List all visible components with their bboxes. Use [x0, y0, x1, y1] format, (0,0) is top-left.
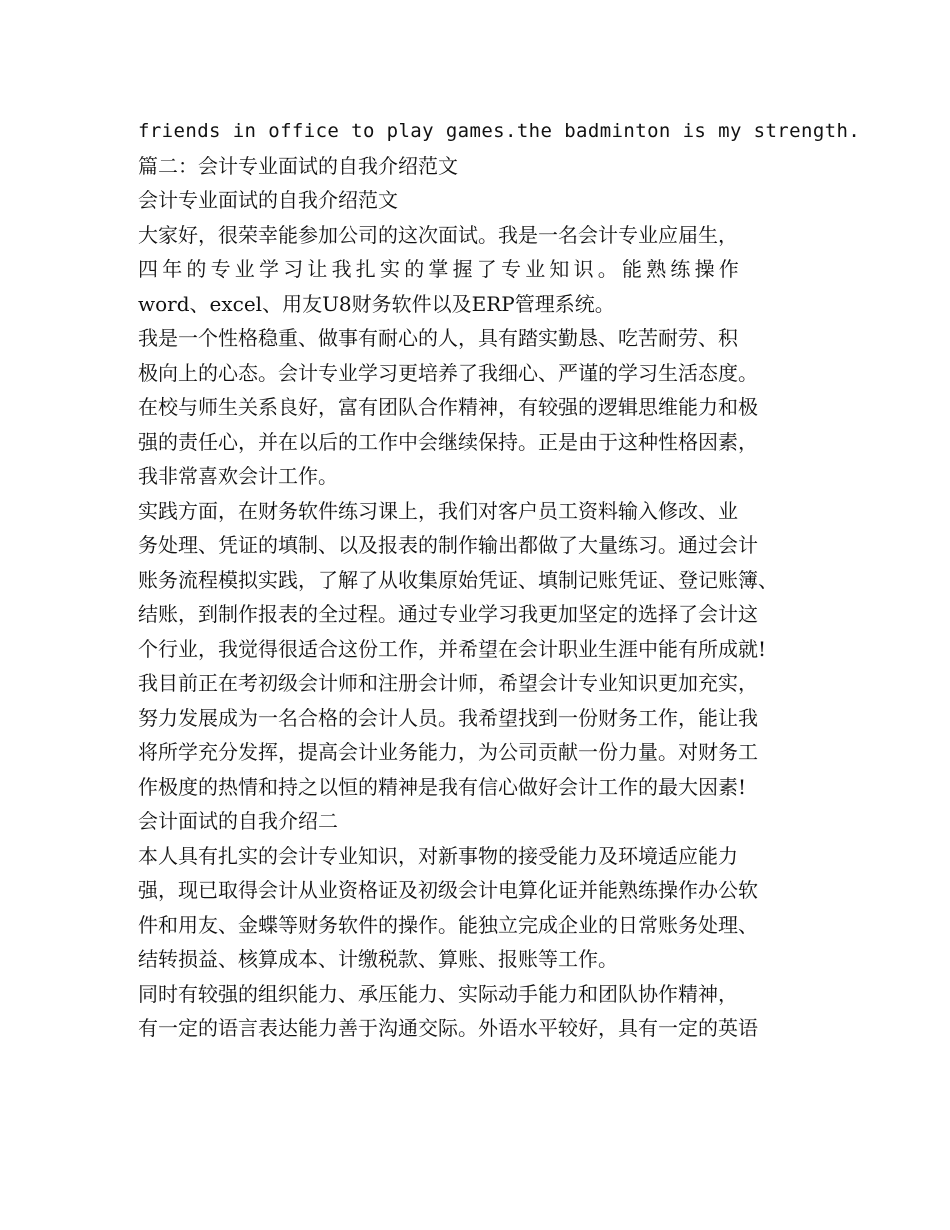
- text-line: 结账，到制作报表的全过程。通过专业学习我更加坚定的选择了会计这: [138, 602, 758, 626]
- text-line: 有一定的语言表达能力善于沟通交际。外语水平较好，具有一定的英语: [138, 1016, 758, 1040]
- text-line: 将所学充分发挥，提高会计业务能力，为公司贡献一份力量。对财务工: [138, 740, 758, 764]
- text-line: 我是一个性格稳重、做事有耐心的人，具有踏实勤恳、吃苦耐劳、积: [138, 326, 738, 350]
- text-line: 我非常喜欢会计工作。: [138, 464, 338, 488]
- text-line: 极向上的心态。会计专业学习更培养了我细心、严谨的学习生活态度。: [138, 360, 758, 385]
- text-line: 结转损益、核算成本、计缴税款、算账、报账等工作。: [138, 947, 618, 971]
- text-line: 作极度的热情和持之以恒的精神是我有信心做好会计工作的最大因素!: [138, 774, 747, 799]
- text-line: 强，现已取得会计从业资格证及初级会计电算化证并能熟练操作办公软: [138, 878, 758, 902]
- text-line: 大家好，很荣幸能参加公司的这次面试。我是一名会计专业应届生，: [138, 222, 738, 247]
- text-line: 个行业，我觉得很适合这份工作，并希望在会计职业生涯中能有所成就!: [138, 636, 767, 661]
- text-line: 件和用友、金蝶等财务软件的操作。能独立完成企业的日常账务处理、: [138, 912, 758, 937]
- document-body: [138, 114, 861, 1046]
- text-line: 本人具有扎实的会计专业知识，对新事物的接受能力及环境适应能力: [138, 843, 738, 868]
- text-line: 实践方面，在财务软件练习课上，我们对客户员工资料输入修改、业: [138, 498, 738, 523]
- section-heading: 篇二：会计专业面试的自我介绍范文: [138, 153, 458, 178]
- text-line: 四年的专业学习让我扎实的掌握了专业知识。能熟练操作: [138, 257, 743, 281]
- text-line: friends in office to play games.the badminton is my strength.: [138, 120, 861, 142]
- text-line: 我目前正在考初级会计师和注册会计师，希望会计专业知识更加充实，: [138, 671, 758, 695]
- text-line: 务处理、凭证的填制、以及报表的制作输出都做了大量练习。通过会计: [138, 533, 758, 557]
- text-line: 同时有较强的组织能力、承压能力、实际动手能力和团队协作精神，: [138, 981, 738, 1006]
- text-line: 账务流程模拟实践，了解了从收集原始凭证、填制记账凭证、登记账簿、: [138, 567, 778, 592]
- text-line: word、excel、用友U8财务软件以及ERP管理系统。: [138, 291, 615, 316]
- text-line: 努力发展成为一名合格的会计人员。我希望找到一份财务工作，能让我: [138, 705, 758, 730]
- article-title: 会计专业面试的自我介绍范文: [138, 188, 398, 212]
- text-line: 强的责任心，并在以后的工作中会继续保持。正是由于这种性格因素，: [138, 429, 758, 454]
- subsection-title: 会计面试的自我介绍二: [138, 809, 338, 833]
- text-line: 在校与师生关系良好，富有团队合作精神，有较强的逻辑思维能力和极: [138, 395, 758, 419]
